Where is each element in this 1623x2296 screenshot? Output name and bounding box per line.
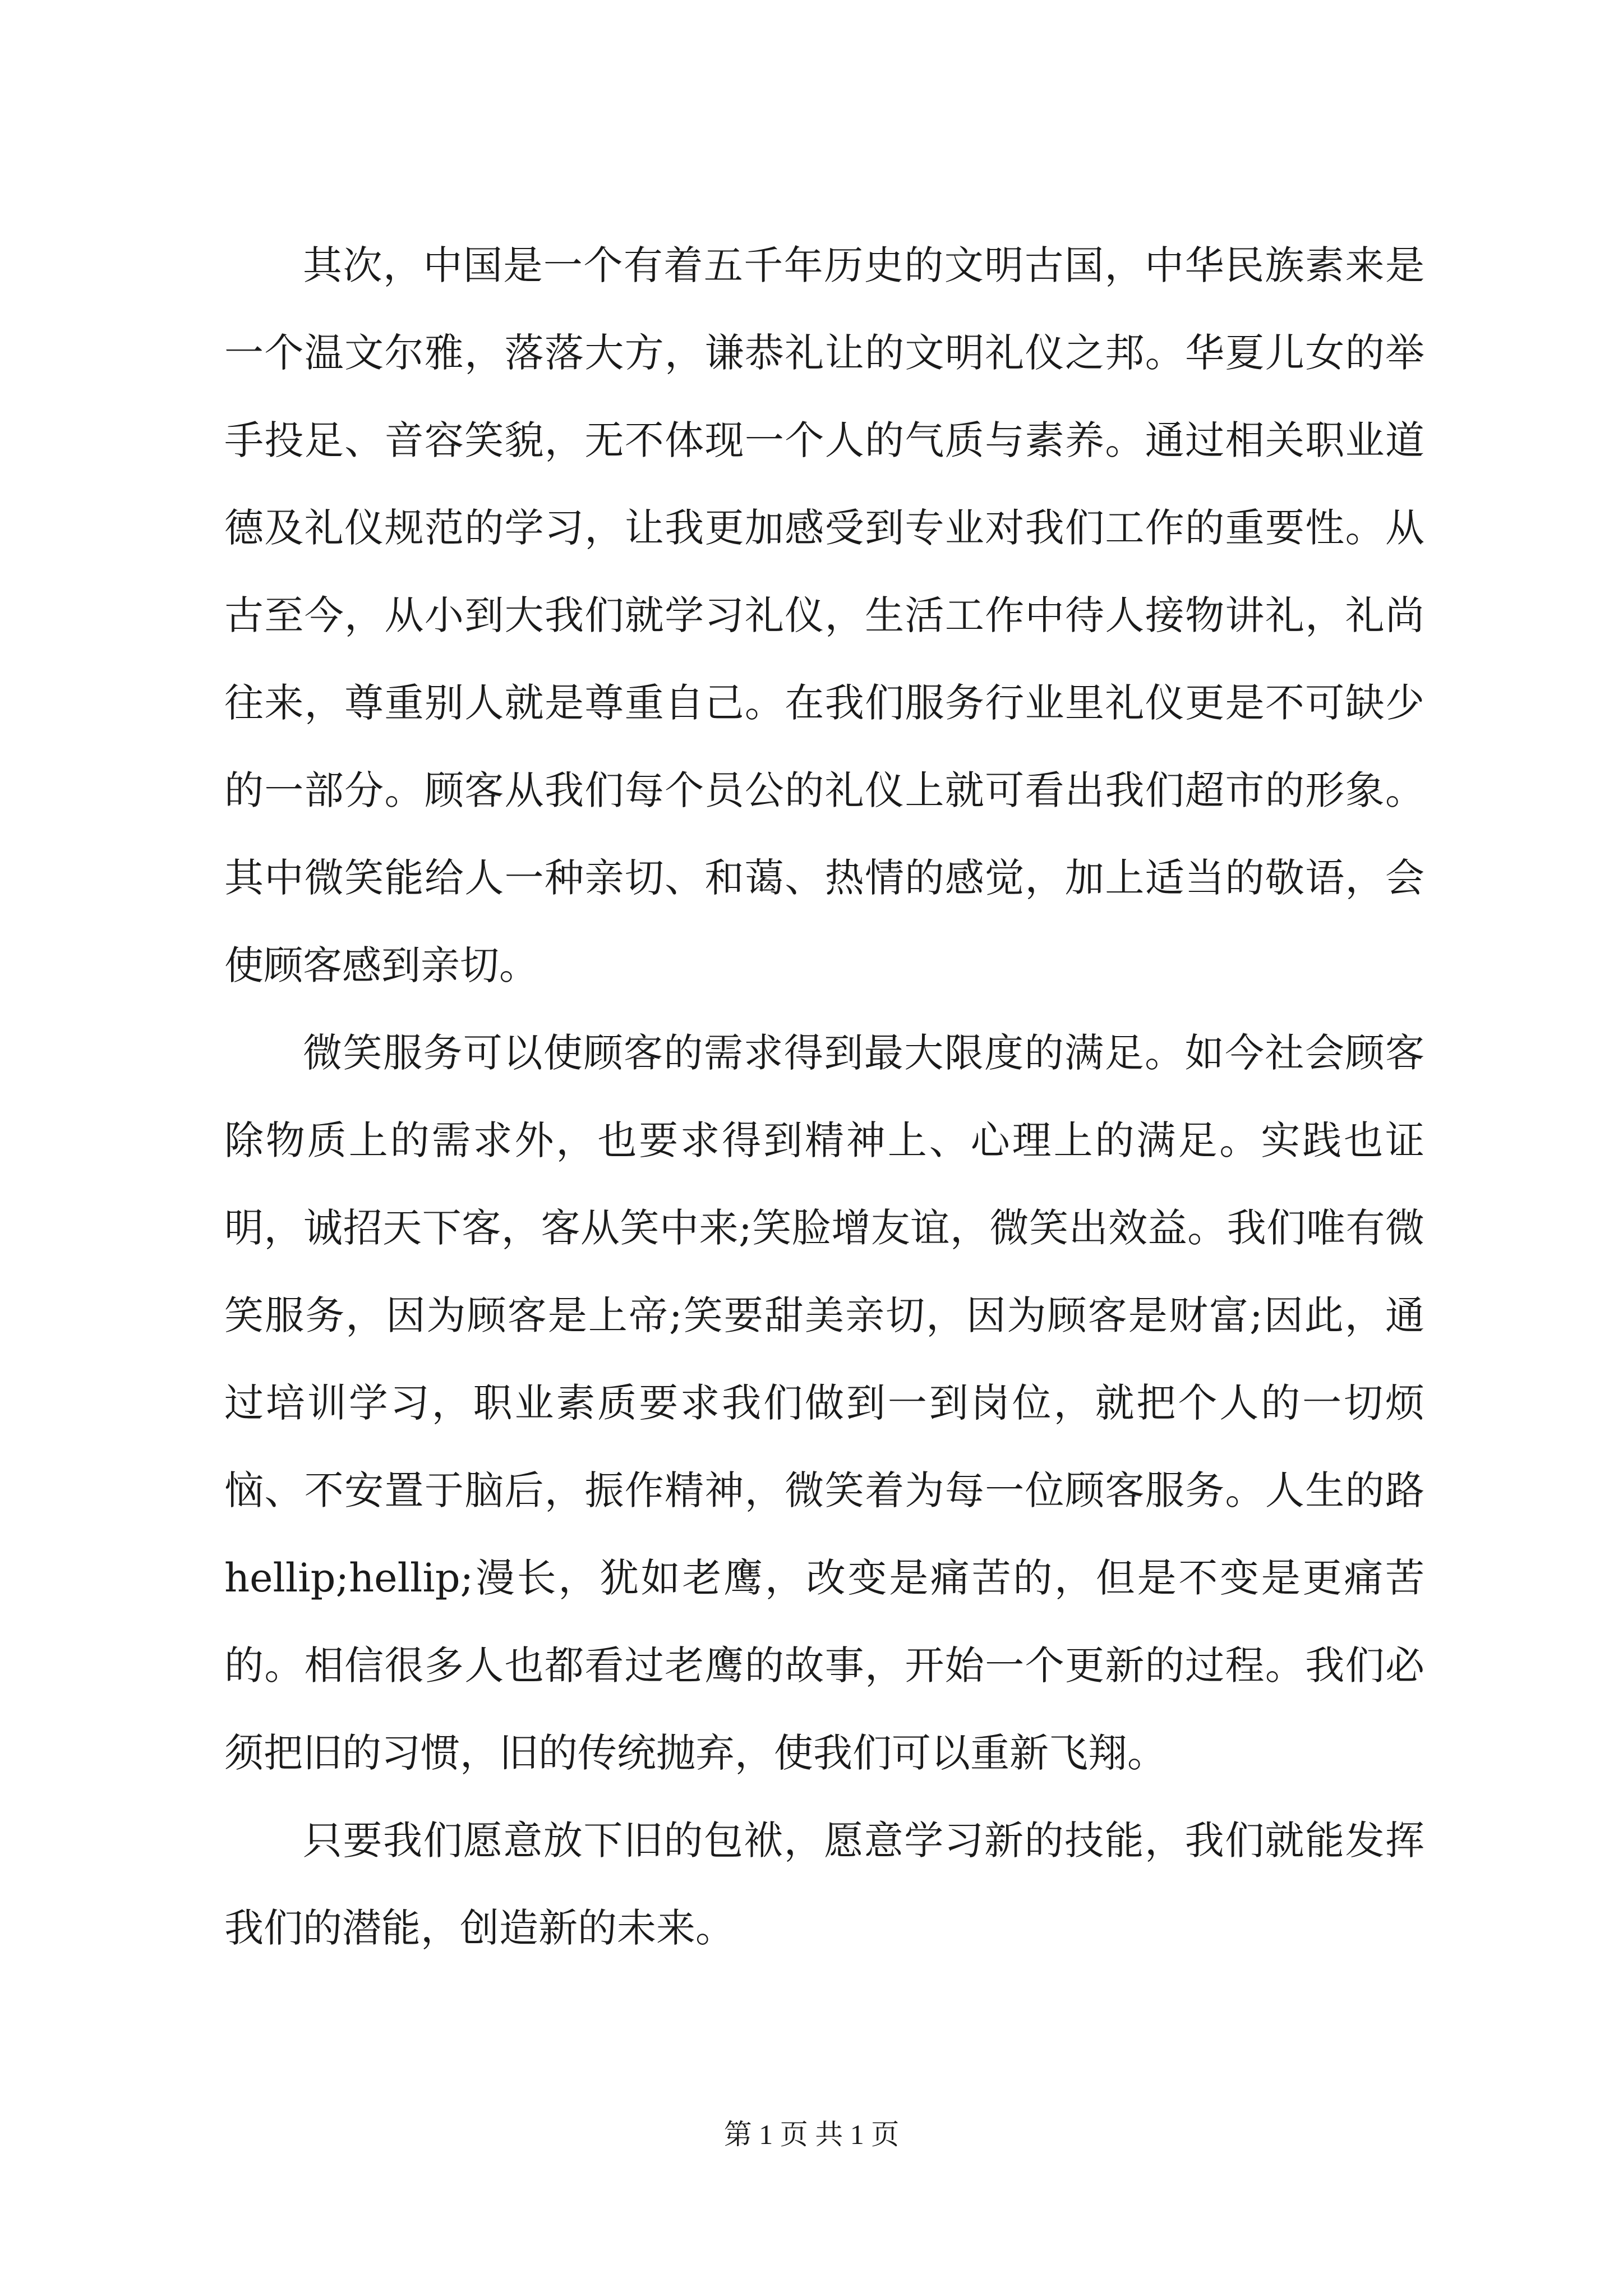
paragraph-3: 只要我们愿意放下旧的包袱，愿意学习新的技能，我们就能发挥我们的潜能，创造新的未来。: [224, 1818, 1424, 1951]
paragraph-2: 微笑服务可以使顾客的需求得到最大限度的满足。如今社会顾客除物质上的需求外，也要求得到精神上、心理上的满足。实践也证明，诚招天下客，客从笑中来;笑脸增友谊，微笑出效益。我们唯有微笑服务，因为顾客是上帝;笑要甜美亲切，因为顾客是财富;因此，通过培训学习，职业素质要求我们做到一到岗位，就把个人的一切烦恼、不安置于脑后，振作精神，微笑着为每一位顾客服务。人生的路 hellip;hellip;漫长，犹如老鹰，改变是痛苦的，但是不变是更痛苦的。相信很多人也都看过老鹰的故事，开始一个更新的过程。我们必须把旧的习惯，旧的传统抛弃，使我们可以重新飞翔。: [224, 1030, 1424, 1776]
paragraph-1: 其次，中国是一个有着五千年历史的文明古国，中华民族素来是一个温文尔雅，落落大方，谦恭礼让的文明礼仪之邦。华夏儿女的举手投足、音容笑貌，无不体现一个人的气质与素养。通过相关职业道德及礼仪规范的学习，让我更加感受到专业对我们工作的重要性。从古至今，从小到大我们就学习礼仪，生活工作中待人接物讲礼，礼尚往来，尊重别人就是尊重自己。在我们服务行业里礼仪更是不可缺少的一部分。顾客从我们每个员公的礼仪上就可看出我们超市的形象。其中微笑能给人一种亲切、和蔼、热情的感觉，加上适当的敬语，会使顾客感到亲切。: [224, 242, 1424, 988]
page-number-footer: 第 1 页 共 1 页: [723, 2119, 900, 2150]
document-body: [224, 222, 1424, 1972]
